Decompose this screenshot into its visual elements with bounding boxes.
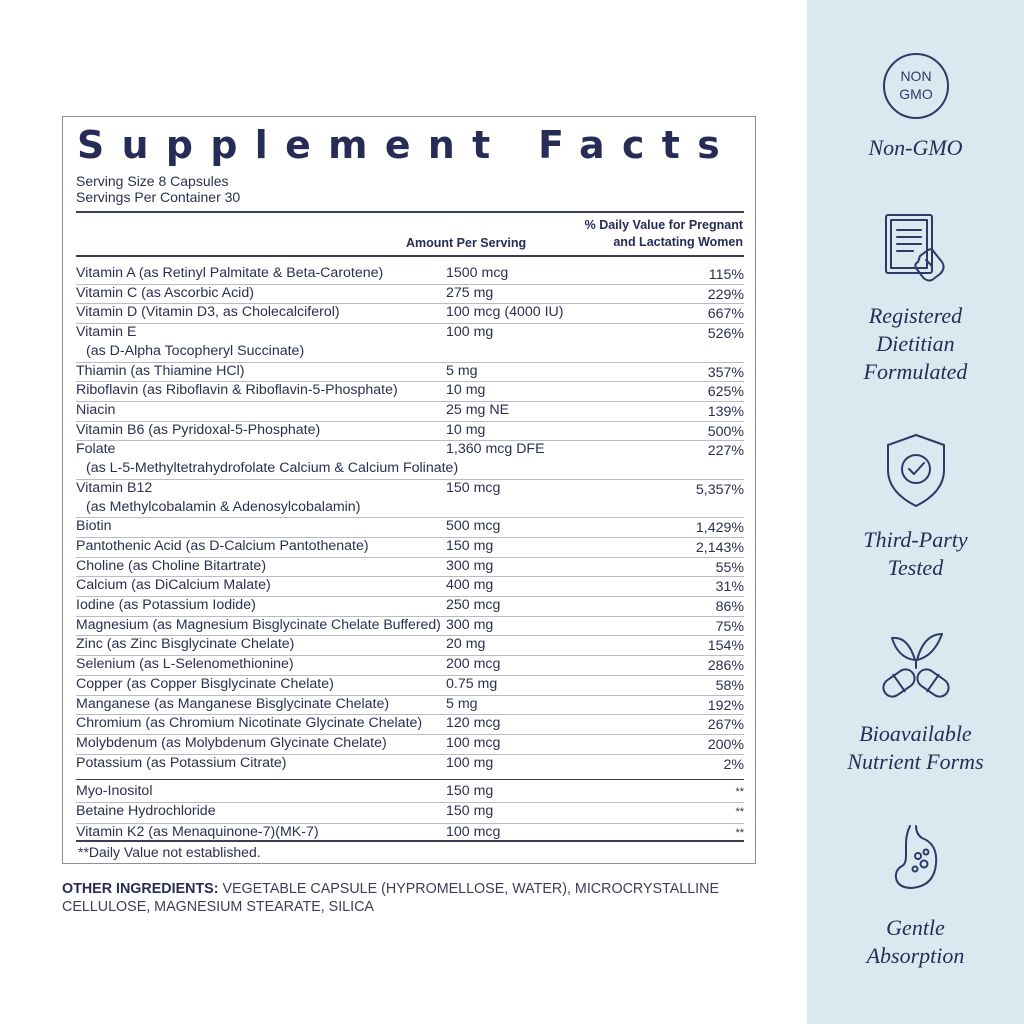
features-sidebar [807, 0, 1024, 1024]
badge-line1: NON [899, 68, 932, 84]
amount-header: Amount Per Serving [406, 236, 527, 250]
feature-label-tested [807, 526, 1024, 582]
feature-label-line: Third-Party [863, 527, 968, 552]
table-row [76, 285, 744, 305]
nutrient-source: (as D-Alpha Tocopheryl Succinate) [86, 343, 305, 360]
nutrient-amount: 25 mg NE [446, 401, 510, 418]
nutrient-dv: 154% [707, 638, 744, 655]
columns-divider [76, 255, 744, 257]
nutrient-dv: 229% [707, 286, 744, 303]
nutrient-name: Folate [76, 441, 116, 458]
dv-header-line1: % Daily Value for Pregnant [584, 218, 743, 232]
nutrient-amount: 100 mg [446, 754, 494, 771]
nutrient-dv: 267% [707, 717, 744, 734]
nutrient-amount: 300 mg [446, 557, 494, 574]
nutrient-name: Niacin [76, 401, 116, 418]
feature-label-line: Tested [887, 555, 944, 580]
nutrient-name: Molybdenum (as Molybdenum Glycinate Chelate) [76, 734, 387, 751]
header-divider [76, 211, 744, 213]
table-row [76, 696, 744, 716]
nutrient-name: Zinc (as Zinc Bisglycinate Chelate) [76, 636, 295, 653]
nutrient-dv: ** [735, 806, 744, 818]
feature-label-dietitian [807, 302, 1024, 386]
nutrient-name: Selenium (as L-Selenomethionine) [76, 656, 294, 673]
nutrient-amount: 10 mg [446, 382, 486, 399]
nutrient-name: Vitamin B12 [76, 479, 153, 496]
nutrient-amount: 100 mcg [446, 823, 501, 840]
nutrient-dv: 55% [715, 559, 744, 576]
nutrient-source: (as Methylcobalamin & Adenosylcobalamin) [86, 498, 361, 515]
nutrient-table [76, 265, 744, 774]
table-row [76, 636, 744, 656]
nutrient-amount: 5 mg [446, 695, 478, 712]
feature-label-line: Registered [868, 303, 963, 328]
supplement-facts-panel [62, 116, 756, 864]
table-row [76, 441, 744, 480]
nutrient-amount: 300 mg [446, 616, 494, 633]
table-row [76, 363, 744, 383]
table-row [76, 735, 744, 755]
servings-per-container: Servings Per Container 30 [76, 189, 241, 205]
nutrient-dv: 286% [707, 658, 744, 675]
leaf-capsule-icon [878, 626, 954, 702]
table-row [76, 538, 744, 558]
nutrient-amount: 1500 mcg [446, 265, 509, 281]
nutrient-dv: 357% [707, 364, 744, 381]
nutrient-amount: 275 mg [446, 284, 494, 301]
footnote: **Daily Value not established. [78, 844, 261, 860]
feature-label-non-gmo [807, 134, 1024, 162]
nutrient-amount: 100 mg [446, 324, 494, 341]
feature-label-line: Formulated [863, 359, 968, 384]
serving-info [76, 173, 240, 205]
nutrient-name: Vitamin B6 (as Pyridoxal-5-Phosphate) [76, 421, 321, 438]
footer-divider [76, 840, 744, 842]
feature-label-line: Gentle [886, 915, 945, 940]
nutrient-name: Chromium (as Chromium Nicotinate Glycinate Chelate) [76, 715, 423, 732]
nutrient-dv: 75% [715, 618, 744, 635]
feature-label-line: Bioavailable [859, 721, 972, 746]
feature-bioavailable [807, 626, 1024, 776]
nutrient-name: Thiamin (as Thiamine HCl) [76, 362, 245, 379]
table-row [76, 422, 744, 442]
stomach-icon [886, 822, 946, 894]
nutrient-name: Potassium (as Potassium Citrate) [76, 754, 287, 771]
nutrient-dv: 227% [707, 443, 744, 460]
nutrient-amount: 200 mcg [446, 656, 501, 673]
nutrient-amount: 500 mcg [446, 518, 501, 535]
feature-label-line: Absorption [866, 943, 965, 968]
feature-label-line: Non-GMO [868, 135, 963, 160]
serving-size: Serving Size 8 Capsules [76, 173, 229, 189]
non-gmo-badge-icon [878, 48, 954, 124]
nutrient-dv: 667% [707, 306, 744, 323]
nutrient-amount: 150 mg [446, 782, 494, 799]
nutrient-amount: 150 mcg [446, 479, 501, 496]
feature-tested [807, 432, 1024, 582]
nutrient-amount: 150 mg [446, 538, 494, 554]
badge-line2: GMO [898, 86, 933, 102]
other-ingredients-text: VEGETABLE CAPSULE (HYPROMELLOSE, WATER), MICROCRYSTALLINE CELLULOSE, MAGNESIUM STEARATE, SILICA [62, 881, 719, 915]
nutrient-name: Myo-Inositol [76, 782, 153, 799]
table-row [76, 755, 744, 775]
nutrient-source: (as L-5-Methyltetrahydrofolate Calcium & Calcium Folinate) [86, 460, 459, 477]
nutrient-amount: 5 mg [446, 362, 478, 379]
nutrient-name: Vitamin K2 (as Menaquinone-7)(MK-7) [76, 823, 319, 840]
table-row [76, 577, 744, 597]
table-row [76, 783, 744, 804]
nutrient-name: Calcium (as DiCalcium Malate) [76, 577, 271, 594]
nutrient-dv: ** [735, 785, 744, 798]
nutrient-name: Vitamin E [76, 324, 137, 341]
table-row [76, 676, 744, 696]
nutrient-name: Iodine (as Potassium Iodide) [76, 597, 256, 614]
nutrient-dv: 1,429% [695, 520, 744, 537]
nutrient-dv: 58% [715, 677, 744, 694]
table-row [76, 402, 744, 422]
feature-label-line: Nutrient Forms [847, 749, 984, 774]
nutrient-amount: 20 mg [446, 636, 486, 653]
nutrient-dv: 625% [707, 384, 744, 401]
nutrient-dv: 86% [715, 599, 744, 616]
feature-label-bioavailable [807, 720, 1024, 776]
nutrient-dv: 2% [723, 756, 744, 773]
table-row [76, 558, 744, 578]
feature-label-absorption [807, 914, 1024, 970]
nutrient-dv: 192% [707, 697, 744, 714]
table-row [76, 304, 744, 324]
table-row [76, 265, 744, 285]
nutrient-amount: 1,360 mcg DFE [446, 441, 545, 458]
other-nutrient-table [76, 783, 744, 845]
nutrient-name: Vitamin D (Vitamin D3, as Cholecalciferol) [76, 304, 340, 321]
nutrient-name: Vitamin A (as Retinyl Palmitate & Beta-Carotene) [76, 265, 384, 281]
nutrient-amount: 250 mcg [446, 597, 501, 614]
table-row [76, 518, 744, 538]
feature-label-line: Dietitian [876, 331, 955, 356]
nutrient-name: Biotin [76, 518, 112, 535]
nutrient-dv: 31% [715, 579, 744, 596]
table-row [76, 597, 744, 617]
nutrient-name: Riboflavin (as Riboflavin & Riboflavin-5-Phosphate) [76, 382, 398, 399]
feature-non-gmo [807, 48, 1024, 162]
shield-check-icon [881, 432, 951, 510]
nutrient-name: Vitamin C (as Ascorbic Acid) [76, 284, 254, 301]
nutrient-name: Manganese (as Manganese Bisglycinate Chelate) [76, 695, 390, 712]
nutrient-name: Copper (as Copper Bisglycinate Chelate) [76, 675, 334, 692]
nutrient-amount: 120 mcg [446, 715, 501, 732]
nutrient-dv: 139% [707, 403, 744, 420]
nutrient-name: Pantothenic Acid (as D-Calcium Pantothenate) [76, 538, 369, 554]
table-row [76, 803, 744, 824]
nutrient-dv: ** [735, 826, 744, 839]
nutrient-amount: 150 mg [446, 803, 494, 819]
table-row [76, 656, 744, 676]
feature-dietitian [807, 212, 1024, 386]
table-row [76, 324, 744, 363]
nutrient-name: Betaine Hydrochloride [76, 803, 216, 819]
nutrient-dv: 115% [708, 267, 744, 283]
table-row [76, 617, 744, 637]
clipboard-hand-icon [876, 212, 956, 286]
nutrient-dv: 500% [707, 423, 744, 440]
dv-header [585, 217, 743, 251]
nutrient-amount: 10 mg [446, 421, 486, 438]
nutrient-amount: 0.75 mg [446, 675, 498, 692]
nutrient-name: Choline (as Choline Bitartrate) [76, 557, 267, 574]
nutrient-dv: 526% [707, 326, 744, 343]
nutrient-amount: 400 mg [446, 577, 494, 594]
other-ingredients-label: OTHER INGREDIENTS: [62, 881, 219, 897]
table-row [76, 480, 744, 519]
nutrient-name: Magnesium (as Magnesium Bisglycinate Chelate Buffered) [76, 616, 441, 633]
table-row [76, 715, 744, 735]
nutrient-dv: 5,357% [695, 481, 744, 498]
nutrient-dv: 200% [707, 736, 744, 753]
facts-title: Supplement Facts [77, 123, 738, 167]
nutrient-amount: 100 mcg [446, 734, 501, 751]
table-row [76, 382, 744, 402]
feature-absorption [807, 822, 1024, 970]
nutrient-amount: 100 mcg (4000 IU) [446, 304, 564, 321]
dv-header-line2: and Lactating Women [613, 235, 743, 249]
other-ingredients [62, 880, 762, 916]
nutrient-dv: 2,143% [695, 540, 744, 556]
other-nutrients-divider [76, 779, 744, 781]
